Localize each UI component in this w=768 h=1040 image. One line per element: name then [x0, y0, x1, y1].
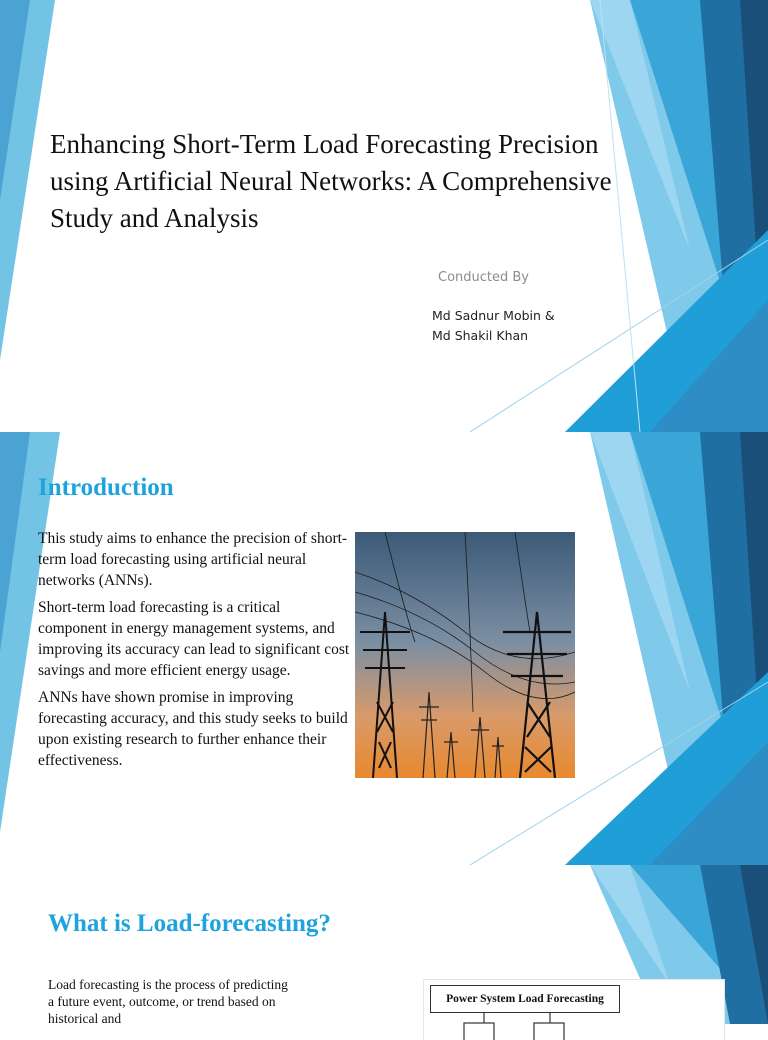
diagram-title-box: Power System Load Forecasting — [430, 985, 620, 1013]
presentation-title: Enhancing Short-Term Load Forecasting Precision using Artificial Neural Networks: A Comprehensive Study and Analysis — [50, 129, 612, 233]
power-lines-photo — [355, 532, 575, 778]
load-forecasting-heading: What is Load-forecasting? — [48, 910, 331, 937]
introduction-heading: Introduction — [38, 474, 174, 501]
title-slide — [0, 0, 768, 432]
intro-paragraph-2: Short-term load forecasting is a critical component in energy management systems, and improving its accuracy can lead to significant cost savings and more efficient energy usage. — [38, 599, 350, 679]
diagram-connectors — [424, 1013, 724, 1040]
intro-paragraph-3: ANNs have shown promise in improving forecasting accuracy, and this study seeks to build upon existing research to further enhance their effectiveness. — [38, 689, 348, 769]
author-2: Md Shakil Khan — [432, 328, 529, 343]
author-1: Md Sadnur Mobin & — [432, 308, 555, 323]
introduction-text — [38, 528, 350, 777]
conducted-by-label: Conducted By — [438, 270, 529, 285]
load-forecasting-diagram — [424, 980, 724, 1040]
authors — [432, 306, 555, 346]
load-forecasting-text: Load forecasting is the process of predicting a future event, outcome, or trend based on historical and — [48, 977, 288, 1026]
intro-paragraph-1: This study aims to enhance the precision of short-term load forecasting using artificial neural networks (ANNs). — [38, 530, 348, 589]
